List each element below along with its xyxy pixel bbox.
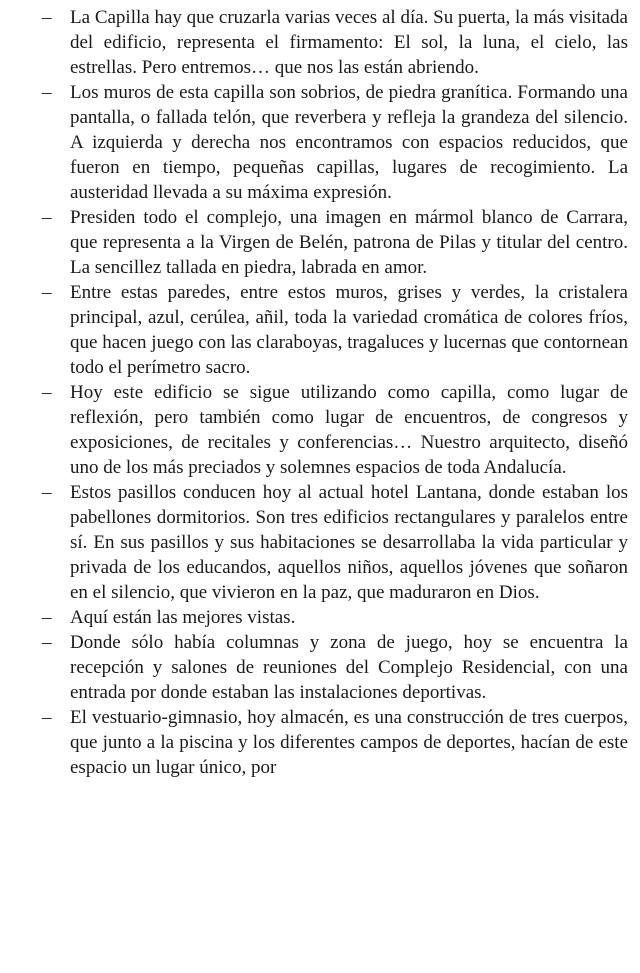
paragraph-virgen (42, 205, 628, 280)
paragraph-muros (42, 80, 628, 205)
dash-marker: – (42, 82, 52, 103)
dash-marker: – (42, 382, 52, 403)
dash-marker: – (42, 282, 52, 303)
paragraph-text: Estos pasillos conducen hoy al actual hotel Lantana, donde estaban los pabellones dormitorios. Son tres edificios rectangulares y paralelos entre sí. En sus pasillos y sus habitaciones se desarrollaba la vida particular y privada de los educandos, aquellos niños, aquellos jóvenes que soñaron en el silencio, que vivieron en la paz, que maduraron en Dios. (70, 482, 628, 603)
paragraph-text: Entre estas paredes, entre estos muros, grises y verdes, la cristalera principal, azul, cerúlea, añil, toda la variedad cromática de colores fríos, que hacen juego con las claraboyas, tragaluces y lucernas que contornean todo el perímetro sacro. (70, 282, 628, 378)
paragraph-recepcion (42, 630, 628, 705)
dash-marker: – (42, 632, 52, 653)
paragraph-text: Presiden todo el complejo, una imagen en mármol blanco de Carrara, que representa a la Virgen de Belén, patrona de Pilas y titular del centro. La sencillez tallada en piedra, labrada en amor. (70, 207, 628, 278)
paragraph-text: El vestuario-gimnasio, hoy almacén, es una construcción de tres cuerpos, que junto a la piscina y los diferentes campos de deportes, hacían de este espacio un lugar único, por (70, 707, 628, 778)
paragraph-text: Aquí están las mejores vistas. (70, 607, 296, 628)
paragraph-gimnasio (42, 705, 628, 780)
paragraph-text: La Capilla hay que cruzarla varias veces al día. Su puerta, la más visitada del edificio, representa el firmamento: El sol, la luna, el cielo, las estrellas. Pero entremos… que nos las están abriendo. (70, 7, 628, 78)
dash-marker: – (42, 607, 52, 628)
paragraph-vistas (42, 605, 628, 630)
dash-marker: – (42, 482, 52, 503)
dialogue-list (42, 5, 628, 780)
paragraph-text: Los muros de esta capilla son sobrios, de piedra granítica. Formando una pantalla, o fallada telón, que reverbera y refleja la grandeza del silencio. A izquierda y derecha nos encontramos con espacios reducidos, que fueron en tiempo, pequeñas capillas, lugares de recogimiento. La austeridad llevada a su máxima expresión. (70, 82, 628, 203)
paragraph-edificio-uso (42, 380, 628, 480)
dash-marker: – (42, 207, 52, 228)
dash-marker: – (42, 707, 52, 728)
paragraph-capilla-puerta (42, 5, 628, 80)
paragraph-text: Hoy este edificio se sigue utilizando como capilla, como lugar de reflexión, pero también como lugar de encuentros, de congresos y exposiciones, de recitales y conferencias… Nuestro arquitecto, diseñó uno de los más preciados y solemnes espacios de toda Andalucía. (70, 382, 628, 478)
dash-marker: – (42, 7, 52, 28)
paragraph-pasillos (42, 480, 628, 605)
paragraph-cristalera (42, 280, 628, 380)
paragraph-text: Donde sólo había columnas y zona de juego, hoy se encuentra la recepción y salones de reuniones del Complejo Residencial, con una entrada por donde estaban las instalaciones deportivas. (70, 632, 628, 703)
